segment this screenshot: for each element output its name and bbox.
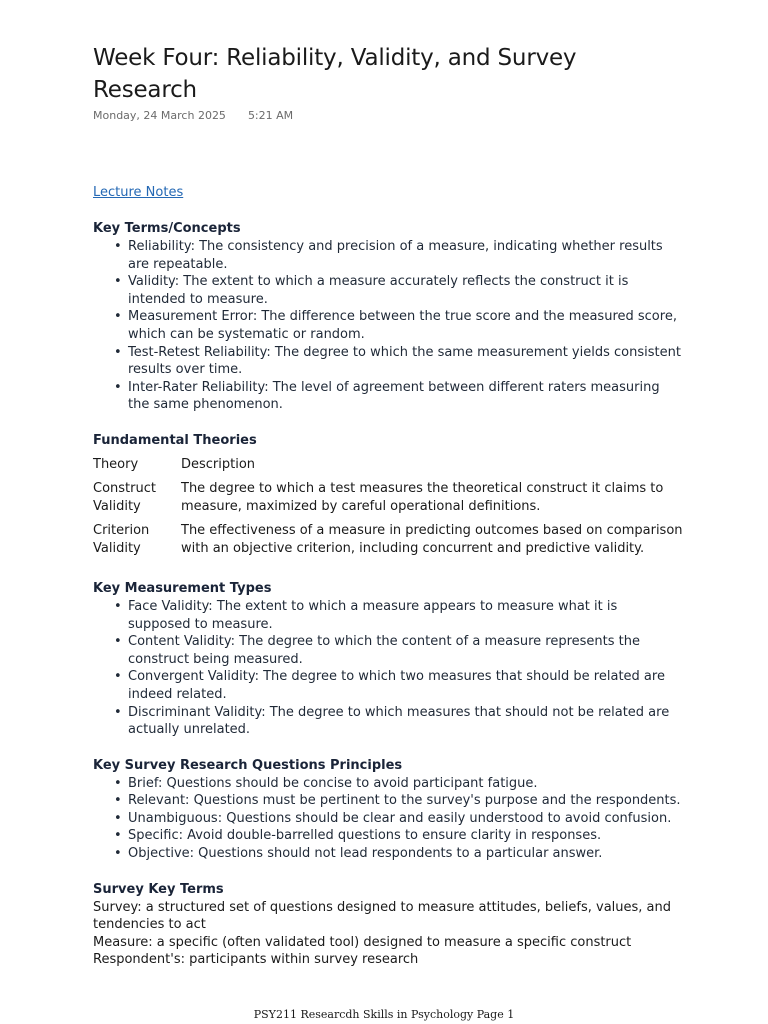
- survey-terms-section: [93, 881, 683, 969]
- list-item: [93, 308, 683, 343]
- table-header-row: [93, 454, 683, 478]
- list-item: [93, 344, 683, 379]
- list-item-text: Discriminant Validity: The degree to which measures that should not be related are actually unrelated.: [128, 704, 670, 738]
- bullet-icon: •: [114, 309, 122, 325]
- list-item: [93, 810, 683, 828]
- list-item: [93, 598, 683, 633]
- description-cell: The degree to which a test measures the theoretical construct it claims to measure, maximized by careful operational definitions.: [181, 480, 664, 514]
- list-item: [93, 704, 683, 739]
- list-item-text: Relevant: Questions must be pertinent to the survey's purpose and the respondents.: [128, 793, 681, 809]
- list-item-text: Validity: The extent to which a measure accurately reflects the construct it is intended to measure.: [128, 274, 629, 307]
- list-item-text: Measurement Error: The difference between the true score and the measured score, which can be systematic or random.: [128, 309, 677, 342]
- theory-cell: Criterion Validity: [93, 522, 150, 556]
- bullet-icon: •: [114, 634, 122, 650]
- measurement-types-section: [93, 580, 683, 739]
- list-item: [93, 633, 683, 668]
- page-time: 5:21 AM: [247, 109, 294, 122]
- survey-term-line: Survey: a structured set of questions designed to measure attitudes, beliefs, values, and tendencies to act: [93, 899, 672, 933]
- list-item-text: Unambiguous: Questions should be clear and easily understood to avoid confusion.: [128, 810, 672, 826]
- page-meta: [93, 108, 683, 124]
- theory-cell: Construct Validity: [93, 480, 156, 514]
- bullet-icon: •: [114, 828, 122, 844]
- notes-page: [93, 42, 683, 969]
- measurement-types-heading: Key Measurement Types: [93, 580, 272, 596]
- list-item-text: Specific: Avoid double-barrelled questions to ensure clarity in responses.: [128, 828, 602, 844]
- list-item-text: Reliability: The consistency and precision of a measure, indicating whether results are repeatable.: [128, 239, 663, 272]
- column-header-description: Description: [181, 456, 256, 472]
- survey-principles-heading: Key Survey Research Questions Principles: [93, 757, 403, 773]
- list-item: [93, 792, 683, 810]
- list-item-text: Inter-Rater Reliability: The level of agreement between different raters measuring the same phenomenon.: [128, 379, 660, 413]
- bullet-icon: •: [114, 344, 122, 360]
- list-item-text: Face Validity: The extent to which a measure appears to measure what it is supposed to measure.: [128, 598, 618, 632]
- bullet-icon: •: [114, 846, 122, 862]
- key-terms-section: [93, 220, 683, 414]
- bullet-icon: •: [114, 704, 122, 720]
- list-item: [93, 827, 683, 845]
- page-date: Monday, 24 March 2025: [93, 109, 226, 122]
- theories-table: [93, 454, 683, 562]
- list-item-text: Test-Retest Reliability: The degree to which the same measurement yields consistent results over time.: [128, 344, 681, 378]
- survey-principles-section: [93, 757, 683, 863]
- measurement-types-list: [93, 598, 683, 739]
- list-item: [93, 775, 683, 793]
- list-item-text: Convergent Validity: The degree to which two measures that should be related are indeed related.: [128, 669, 665, 702]
- survey-term-line: Respondent's: participants within survey research: [93, 952, 419, 968]
- theories-heading: Fundamental Theories: [93, 432, 257, 448]
- theories-section: [93, 432, 683, 562]
- table-row: [93, 520, 683, 562]
- description-cell: The effectiveness of a measure in predicting outcomes based on comparison with an objective criterion, including concurrent and predictive validity.: [181, 522, 683, 556]
- key-terms-heading: Key Terms/Concepts: [93, 221, 241, 236]
- list-item: [93, 273, 683, 308]
- list-item: [93, 379, 683, 414]
- lecture-notes-link[interactable]: Lecture Notes: [93, 185, 184, 200]
- list-item: [93, 668, 683, 703]
- bullet-icon: •: [114, 775, 122, 791]
- survey-terms-heading: Survey Key Terms: [93, 881, 224, 897]
- bullet-icon: •: [114, 239, 122, 254]
- bullet-icon: •: [114, 810, 122, 826]
- bullet-icon: •: [114, 793, 122, 809]
- survey-term-line: Measure: a specific (often validated tool) designed to measure a specific construct: [93, 934, 632, 950]
- survey-principles-list: [93, 775, 683, 863]
- table-row: [93, 478, 683, 520]
- page-title: Week Four: Reliability, Validity, and Survey Research: [93, 45, 577, 103]
- bullet-icon: •: [114, 669, 122, 685]
- bullet-icon: •: [114, 598, 122, 614]
- list-item-text: Brief: Questions should be concise to avoid participant fatigue.: [128, 775, 538, 791]
- list-item: [93, 845, 683, 863]
- column-header-theory: Theory: [93, 456, 139, 472]
- list-item: [93, 238, 683, 273]
- list-item-text: Objective: Questions should not lead respondents to a particular answer.: [128, 846, 603, 862]
- bullet-icon: •: [114, 274, 122, 290]
- page-footer: PSY211 Researcdh Skills in Psychology Page 1: [253, 1008, 515, 1021]
- bullet-icon: •: [114, 379, 122, 395]
- list-item-text: Content Validity: The degree to which the content of a measure represents the construct being measured.: [128, 634, 640, 667]
- key-terms-list: [93, 238, 683, 414]
